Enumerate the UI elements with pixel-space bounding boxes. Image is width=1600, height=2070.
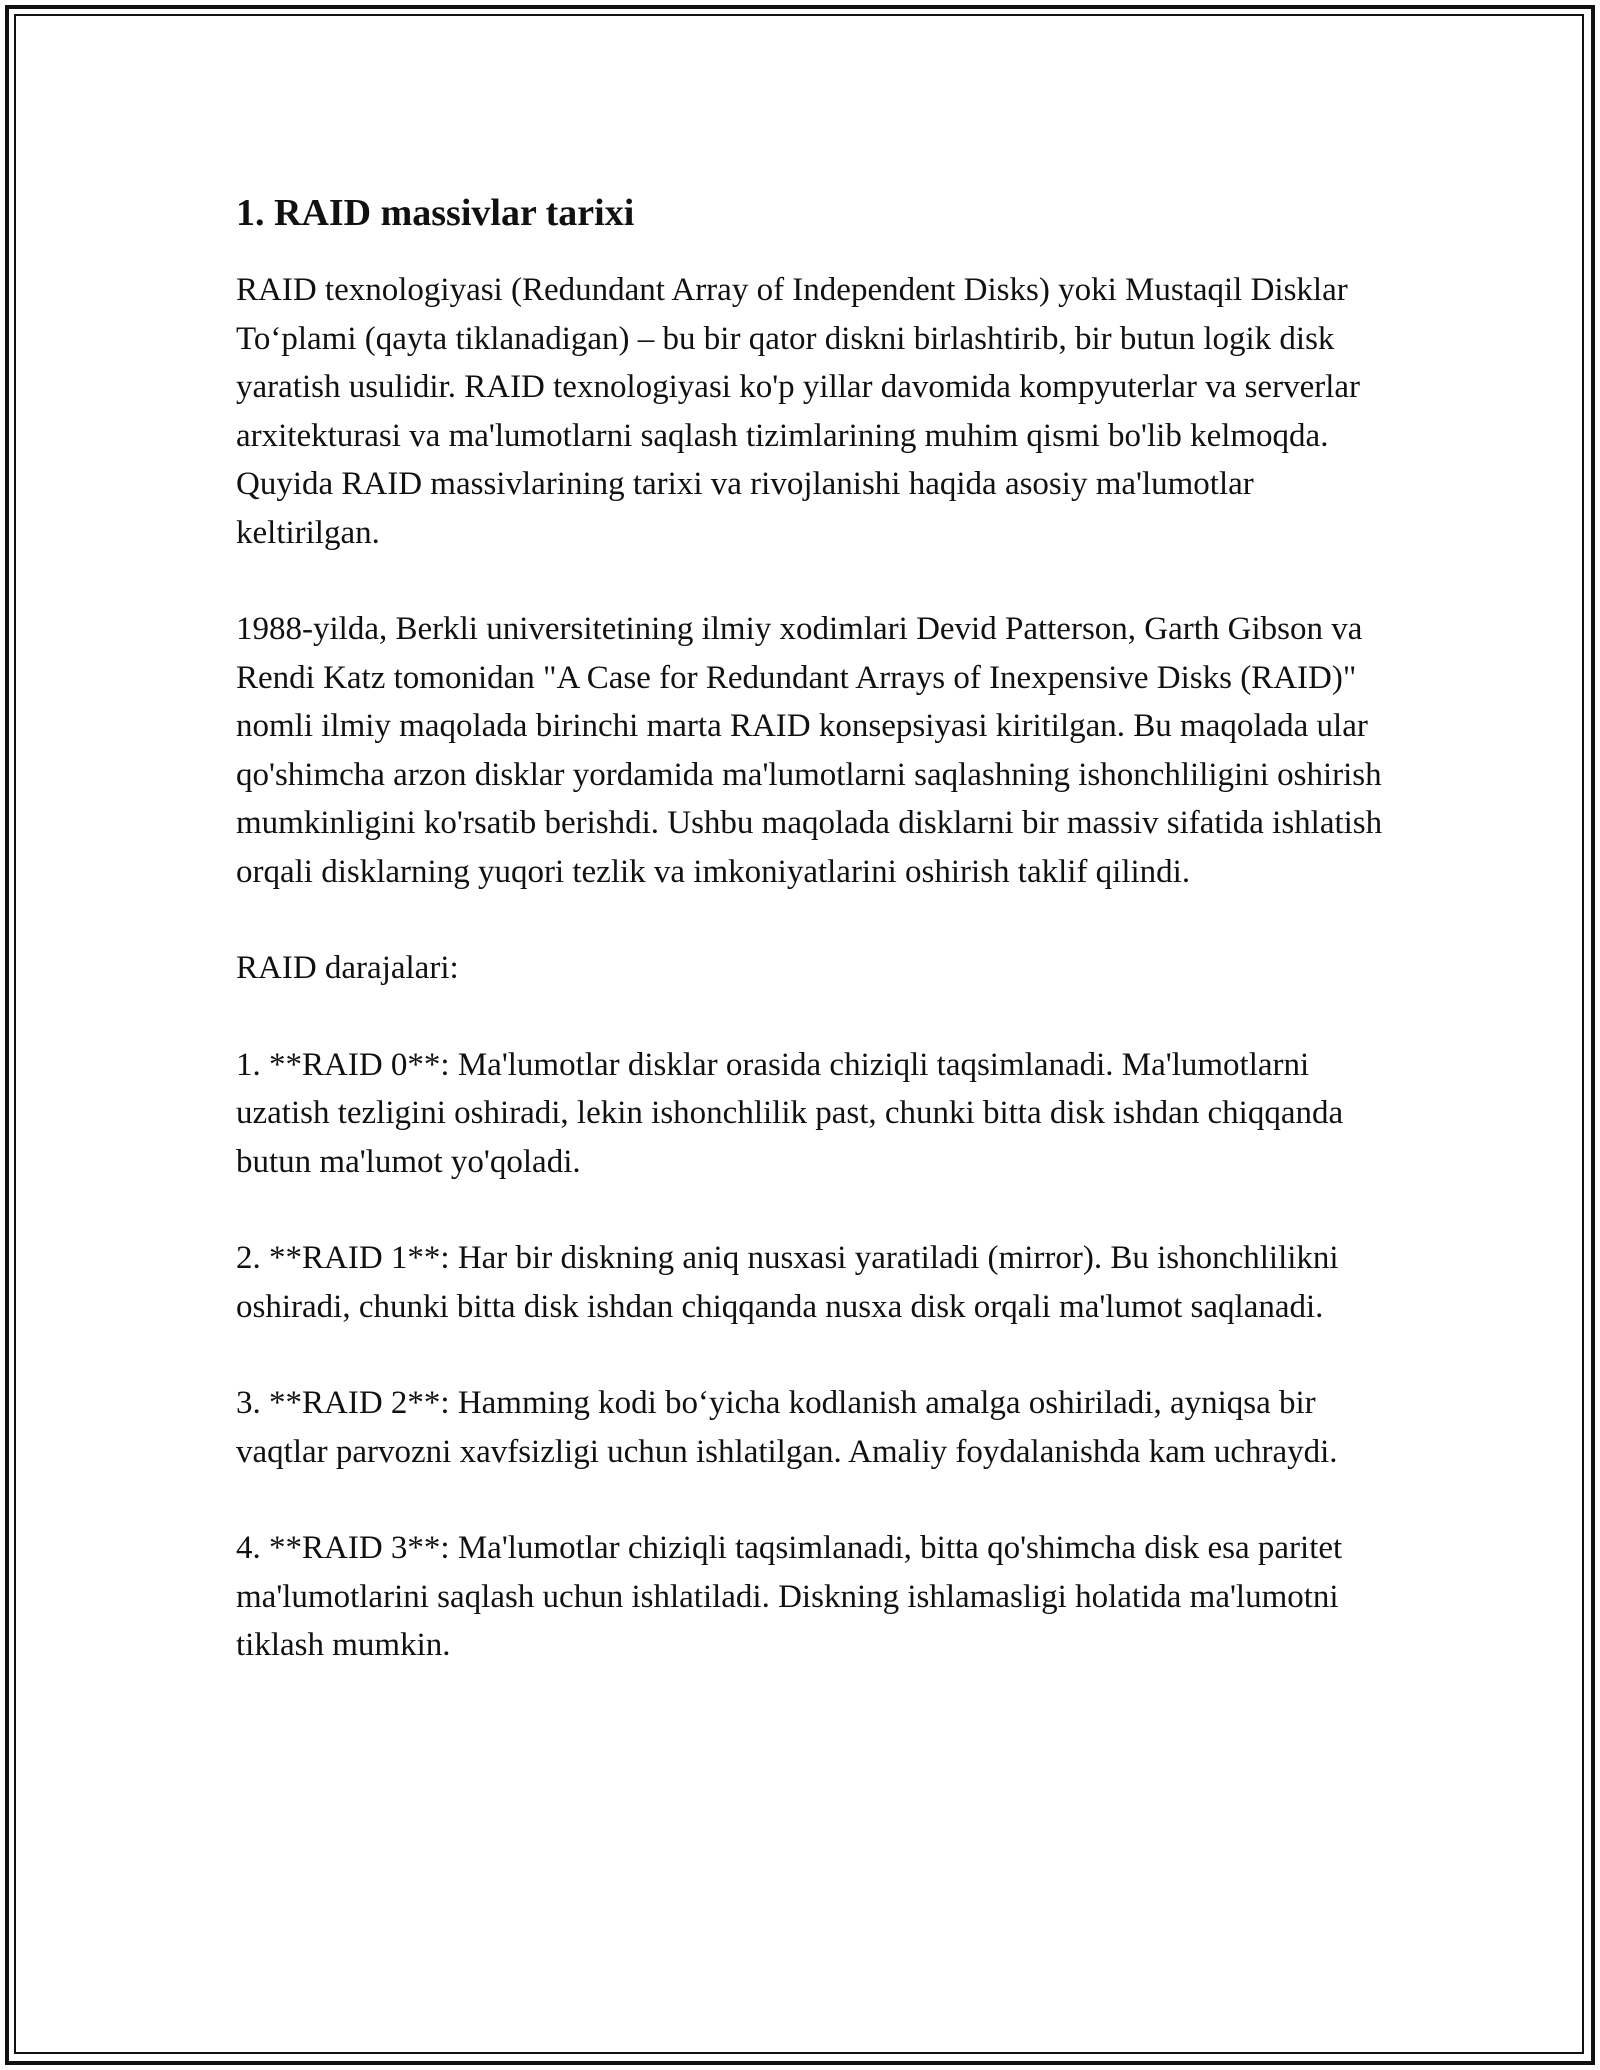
paragraph-intro: RAID texnologiyasi (Redundant Array of Independent Disks) yoki Mustaqil Disklar To‘plami (qayta tiklanadigan) – bu bir qator diskni birlashtirib, bir butun logik disk yaratish usulidir. RAID texnologiyasi ko'p yillar davomida kompyuterlar va serverlar arxitekturasi va ma'lumotlarni saqlash tizimlarining muhim qismi bo'lib kelmoqda. Quyida RAID massivlarining tarixi va rivojlanishi haqida asosiy ma'lumotlar keltirilgan. (236, 272, 1361, 551)
paragraph-raid-levels-heading: RAID darajalari: (236, 950, 459, 986)
document-body (236, 188, 1386, 1718)
list-item-raid-0: 1. **RAID 0**: Ma'lumotlar disklar orasida chiziqli taqsimlanadi. Ma'lumotlarni uzatish tezligini oshiradi, lekin ishonchlilik past, chunki bitta disk ishdan chiqqanda butun ma'lumot yo'qoladi. (236, 1046, 1344, 1180)
paragraph-history: 1988-yilda, Berkli universitetining ilmiy xodimlari Devid Patterson, Garth Gibson va Rendi Katz tomonidan "A Case for Redundant Arrays of Inexpensive Disks (RAID)" nomli ilmiy maqolada birinchi marta RAID konsepsiyasi kiritilgan. Bu maqolada ular qo'shimcha arzon disklar yordamida ma'lumotlarni saqlashning ishonchliligini oshirish mumkinligini ko'rsatib berishdi. Ushbu maqolada disklarni bir massiv sifatida ishlatish orqali disklarning yuqori tezlik va imkoniyatlarini oshirish taklif qilindi. (236, 611, 1383, 890)
list-item-raid-1: 2. **RAID 1**: Har bir diskning aniq nusxasi yaratiladi (mirror). Bu ishonchlilikni oshiradi, chunki bitta disk ishdan chiqqanda nusxa disk orqali ma'lumot saqlanadi. (236, 1240, 1339, 1325)
list-item-raid-3: 4. **RAID 3**: Ma'lumotlar chiziqli taqsimlanadi, bitta qo'shimcha disk esa paritet ma'lumotlarini saqlash uchun ishlatiladi. Diskning ishlamasligi holatida ma'lumotni tiklash mumkin. (236, 1530, 1343, 1663)
page-title: 1. RAID massivlar tarixi (236, 192, 635, 234)
list-item-raid-2: 3. **RAID 2**: Hamming kodi bo‘yicha kodlanish amalga oshiriladi, ayniqsa bir vaqtlar parvozni xavfsizligi uchun ishlatilgan. Amaliy foydalanishda kam uchraydi. (236, 1385, 1338, 1470)
